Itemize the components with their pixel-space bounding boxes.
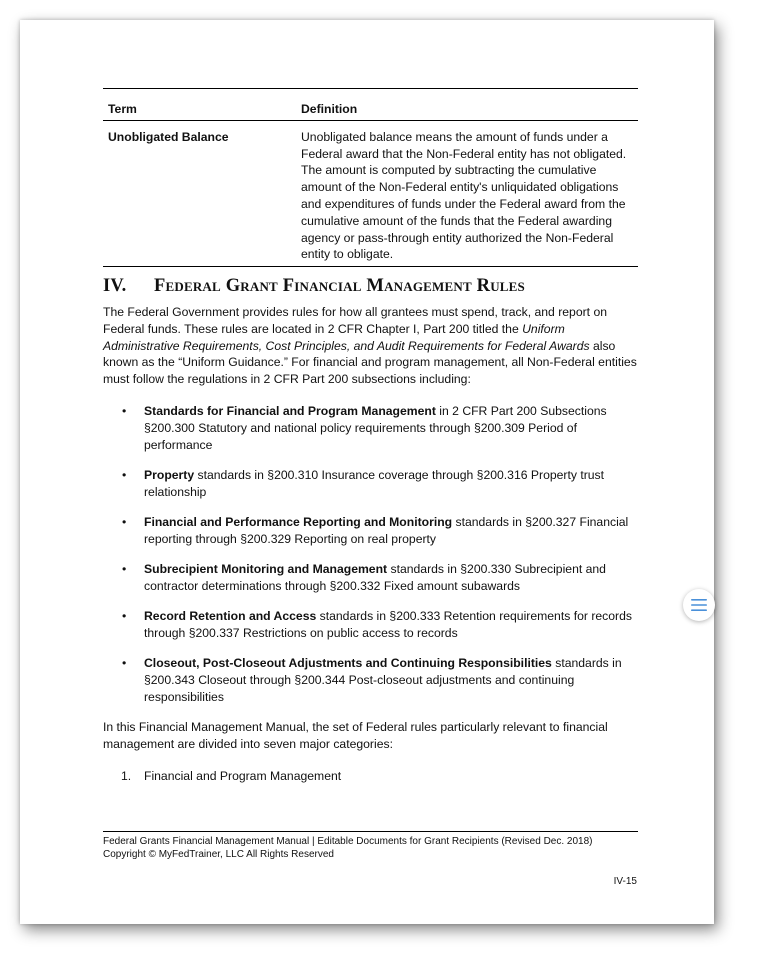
footer-title: Federal Grants Financial Management Manual | Editable Documents for Grant Recipients (Revised Dec. 2018) <box>103 836 593 847</box>
bullet-icon: • <box>122 403 127 418</box>
footer-copyright: Copyright © MyFedTrainer, LLC All Rights Reserved <box>103 849 334 860</box>
rules-list <box>103 403 638 706</box>
intro-text-2: also known as the “Uniform Guidance.” For financial and program management, all Non-Federal entities must follow the regulations in 2 CFR Part 200 subsections including: <box>103 338 637 387</box>
page-content <box>103 88 638 785</box>
term-column-header: Term <box>103 89 296 121</box>
list-item <box>103 608 638 642</box>
list-item <box>103 561 638 595</box>
page-number: IV-15 <box>613 876 637 887</box>
menu-lines-icon <box>691 598 707 612</box>
bullet-icon: • <box>122 656 127 671</box>
category-number: 1. <box>121 768 132 783</box>
definitions-table <box>103 88 638 267</box>
list-item-bold: Property <box>144 467 195 482</box>
table-row <box>103 120 638 266</box>
bullet-icon: • <box>122 609 127 624</box>
list-item-text: standards in §200.333 Retention requirements for records through §200.337 Restrictions on public access to records <box>144 609 632 640</box>
category-label: Financial and Program Management <box>144 768 342 783</box>
section-title: Federal Grant Financial Management Rules <box>154 276 525 297</box>
list-item-bold: Closeout, Post-Closeout Adjustments and Continuing Responsibilities <box>144 656 552 671</box>
intro-text-1: The Federal Government provides rules for how all grantees must spend, track, and report on Federal funds. These rules are located in 2 CFR Chapter I, Part 200 titled the <box>103 304 608 336</box>
table-header-row <box>103 89 638 121</box>
list-item-text: standards in §200.310 Insurance coverage through §200.316 Property trust relationship <box>144 467 605 499</box>
list-item-bold: Financial and Performance Reporting and Monitoring <box>144 514 453 529</box>
term-cell: Unobligated Balance <box>103 120 296 266</box>
list-item <box>103 655 638 705</box>
list-item-bold: Record Retention and Access <box>144 609 317 624</box>
definition-column-header: Definition <box>296 89 638 121</box>
list-item <box>103 514 638 548</box>
list-item-text: standards in §200.327 Financial reporting through §200.329 Reporting on real property <box>144 514 629 546</box>
page-footer <box>103 831 638 861</box>
intro-italic-title: Uniform Administrative Requirements, Cost Principles, and Audit Requirements for Federal Awards <box>103 321 590 353</box>
section-number: IV. <box>103 276 127 297</box>
menu-button[interactable] <box>683 589 715 621</box>
list-item-text: standards in §200.330 Subrecipient and contractor determinations through §200.332 Fixed amount subawards <box>144 562 606 593</box>
closing-paragraph: In this Financial Management Manual, the set of Federal rules particularly relevant to financial management are divided into seven major categories: <box>103 720 608 751</box>
list-item-bold: Standards for Financial and Program Management <box>144 403 436 418</box>
list-item-text: in 2 CFR Part 200 Subsections §200.300 Statutory and national policy requirements through §200.309 Period of performance <box>144 403 607 452</box>
list-item-text: standards in §200.343 Closeout through §200.344 Post-closeout adjustments and continuing responsibilities <box>144 656 622 704</box>
section-heading <box>103 278 638 295</box>
definition-cell: Unobligated balance means the amount of funds under a Federal award that the Non-Federal entity has not obligated. The amount is computed by subtracting the cumulative amount of the Non-Federal entity's unliquidated obligations and expenditures of funds under the Federal award from the cumulative amount of the funds that the Federal awarding agency or pass-through entity authorized the Non-Federal entity to obligate. <box>296 120 638 266</box>
list-item <box>103 467 638 501</box>
intro-paragraph <box>103 304 638 388</box>
list-item <box>103 768 638 785</box>
list-item <box>103 403 638 453</box>
bullet-icon: • <box>122 562 127 577</box>
list-item-bold: Subrecipient Monitoring and Management <box>144 562 388 577</box>
bullet-icon: • <box>122 514 127 529</box>
categories-list <box>103 768 638 785</box>
document-page <box>20 20 714 924</box>
bullet-icon: • <box>122 467 127 482</box>
